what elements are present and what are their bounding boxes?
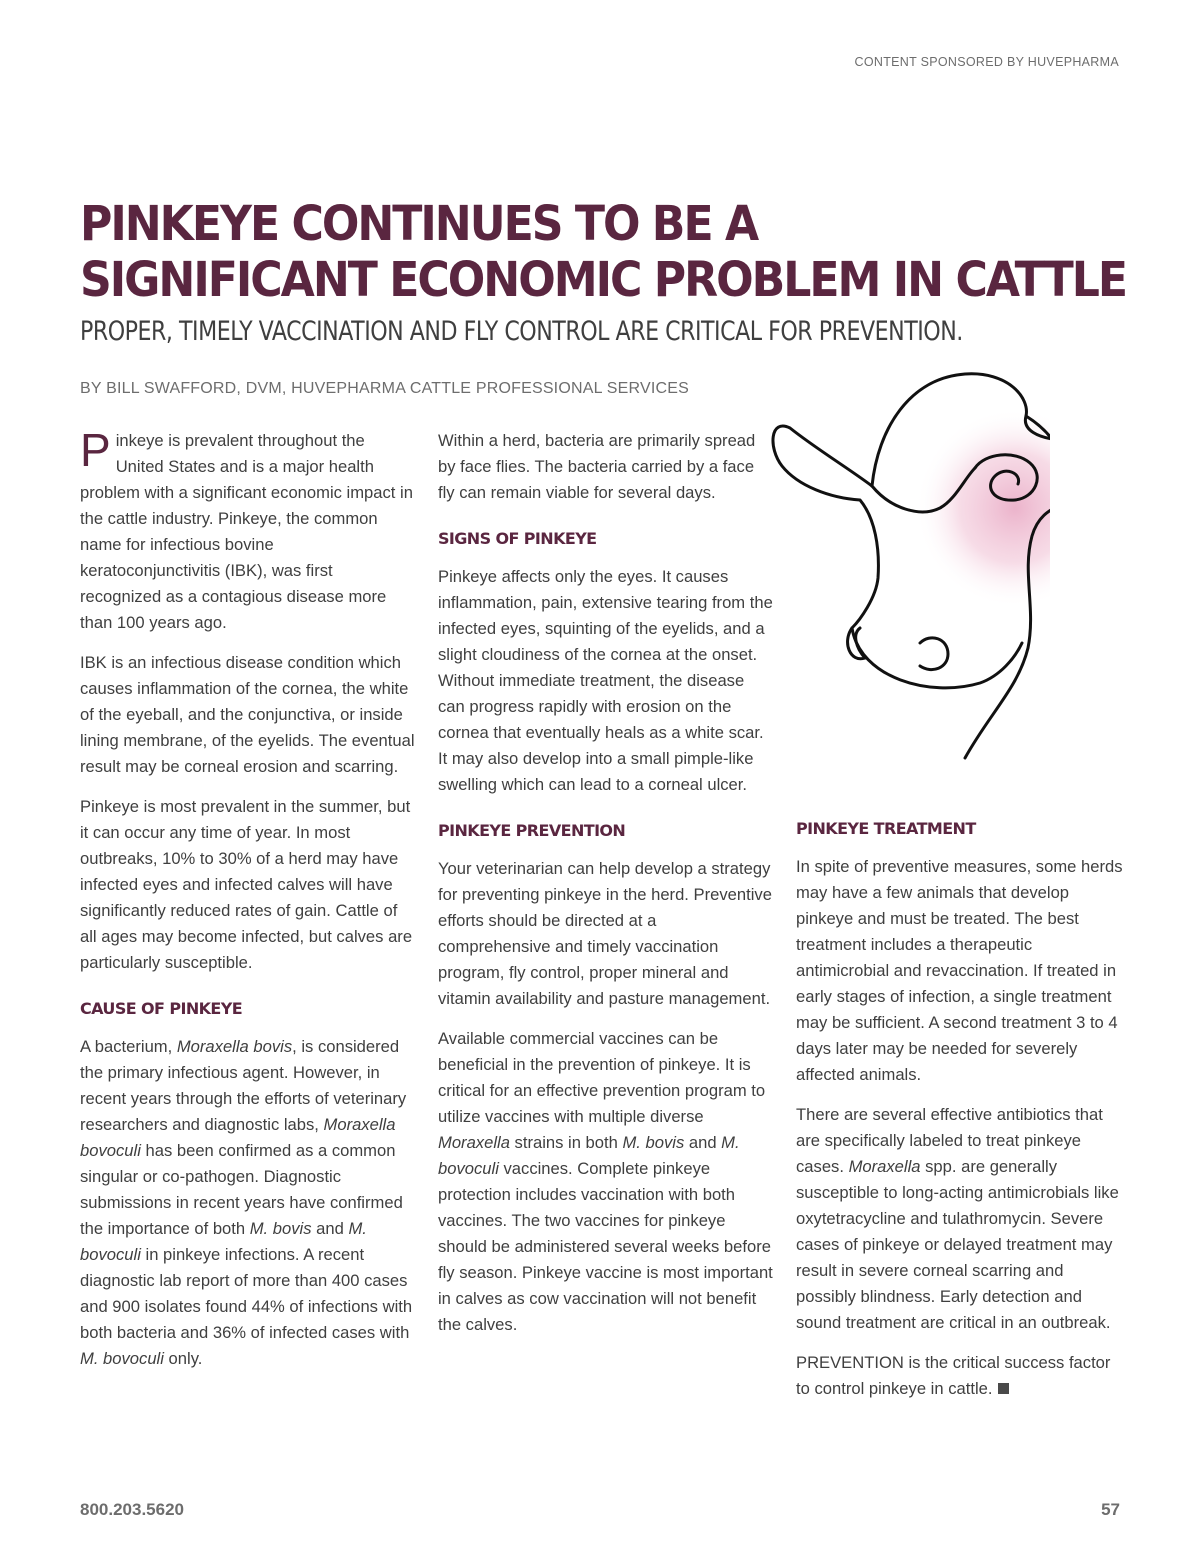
article-title-line-1: PINKEYE CONTINUES TO BE A bbox=[80, 196, 758, 252]
article-title-line-2: SIGNIFICANT ECONOMIC PROBLEM IN CATTLE bbox=[80, 252, 1127, 308]
cow-nostril-right bbox=[920, 638, 948, 670]
article-title bbox=[80, 196, 1127, 308]
heading-cause: CAUSE OF PINKEYE bbox=[80, 999, 243, 1018]
paragraph-prevalence: Pinkeye is most prevalent in the summer, but it can occur any time of year. In most outbreaks, 10% to 30% of a herd may have infected eyes and infected calves will have significantly reduced rates of gain. Cattle of all ages may become infected, but calves are particularly susceptible. bbox=[80, 797, 413, 972]
paragraph-ibk: IBK is an infectious disease condition which causes inflammation of the cornea, the white of the eyeball, and the conjunctiva, or inside lining membrane, of the eyelids. The eventual result may be corneal erosion and scarring. bbox=[80, 653, 415, 776]
footer-phone-number: 800.203.5620 bbox=[80, 1500, 184, 1519]
heading-treatment: PINKEYE TREATMENT bbox=[796, 819, 976, 838]
paragraph-cause: A bacterium, Moraxella bovis, is considered the primary infectious agent. However, in recent years through the efforts of veterinary researchers and diagnostic labs, Moraxella bovoculi has been confirmed as a common singular or co-pathogen. Diagnostic submissions in recent years have confirmed the importance of both M. bovis and M. bovoculi in pinkeye infections. A recent diagnostic lab report of more than 400 cases and 900 isolates found 44% of infections with both bacteria and 36% of infected cases with M. bovoculi only. bbox=[80, 1037, 413, 1368]
cow-face-left bbox=[773, 426, 878, 659]
paragraph-treatment: In spite of preventive measures, some herds may have a few animals that develop pinkeye and must be treated. The best treatment includes a therapeutic antimicrobial and revaccination. If treated in early stages of infection, a single treatment may be sufficient. A second treatment 3 to 4 days later may be needed for severely affected animals. bbox=[796, 857, 1123, 1084]
drop-cap: P bbox=[80, 424, 111, 476]
sponsor-label: CONTENT SPONSORED BY HUVEPHARMA bbox=[854, 55, 1119, 69]
paragraph-spread: Within a herd, bacteria are primarily spread by face flies. The bacteria carried by a face fly can remain viable for several days. bbox=[438, 431, 756, 502]
paragraph-antibiotics: There are several effective antibiotics that are specifically labeled to treat pinkeye cases. Moraxella spp. are generally susceptible to long-acting antimicrobials like oxytetracycline and tulathromycin. Severe cases of pinkeye or delayed treatment may result in severe corneal scarring and possibly blindness. Early detection and sound treatment are critical in an outbreak. bbox=[796, 1105, 1119, 1332]
heading-prevention: PINKEYE PREVENTION bbox=[438, 821, 626, 840]
heading-signs: SIGNS OF PINKEYE bbox=[438, 529, 597, 548]
footer-page-number: 57 bbox=[1101, 1500, 1120, 1519]
end-of-article-mark bbox=[998, 1383, 1009, 1394]
article-column-2 bbox=[438, 428, 773, 1352]
article-byline: BY BILL SWAFFORD, DVM, HUVEPHARMA CATTLE PROFESSIONAL SERVICES bbox=[80, 380, 689, 397]
paragraph-conclusion: PREVENTION is the critical success factor to control pinkeye in cattle. bbox=[796, 1353, 1111, 1398]
article-column-1 bbox=[80, 424, 415, 1386]
article-column-3 bbox=[796, 816, 1126, 1416]
paragraph-prevention: Your veterinarian can help develop a strategy for preventing pinkeye in the herd. Preventive efforts should be directed at a comprehensive and timely vaccination program, fly control, proper mineral and vitamin availability and pasture management. bbox=[438, 859, 772, 1008]
paragraph-intro: Pinkeye is prevalent throughout the United States and is a major health problem with a significant economic impact in the cattle industry. Pinkeye, the common name for infectious bovine keratoconjunctivitis (IBK), was first recognized as a contagious disease more than 100 years ago. bbox=[80, 424, 413, 632]
cow-line-art-icon bbox=[760, 358, 1050, 768]
paragraph-signs: Pinkeye affects only the eyes. It causes inflammation, pain, extensive tearing from the infected eyes, squinting of the eyelids, and a slight cloudiness of the cornea at the onset. Without immediate treatment, the disease can progress rapidly with erosion on the cornea that eventually heals as a white scar. It may also develop into a small pimple-like swelling which can lead to a corneal ulcer. bbox=[438, 567, 773, 794]
paragraph-vaccines: Available commercial vaccines can be beneficial in the prevention of pinkeye. It is critical for an effective prevention program to utilize vaccines with multiple diverse Moraxella strains in both M. bovis and M. bovoculi vaccines. Complete pinkeye protection includes vaccination with both vaccines. The two vaccines for pinkeye should be administered several weeks before fly season. Pinkeye vaccine is most important in calves as cow vaccination will not benefit the calves. bbox=[438, 1029, 773, 1334]
article-subtitle: PROPER, TIMELY VACCINATION AND FLY CONTROL ARE CRITICAL FOR PREVENTION. bbox=[80, 316, 963, 347]
